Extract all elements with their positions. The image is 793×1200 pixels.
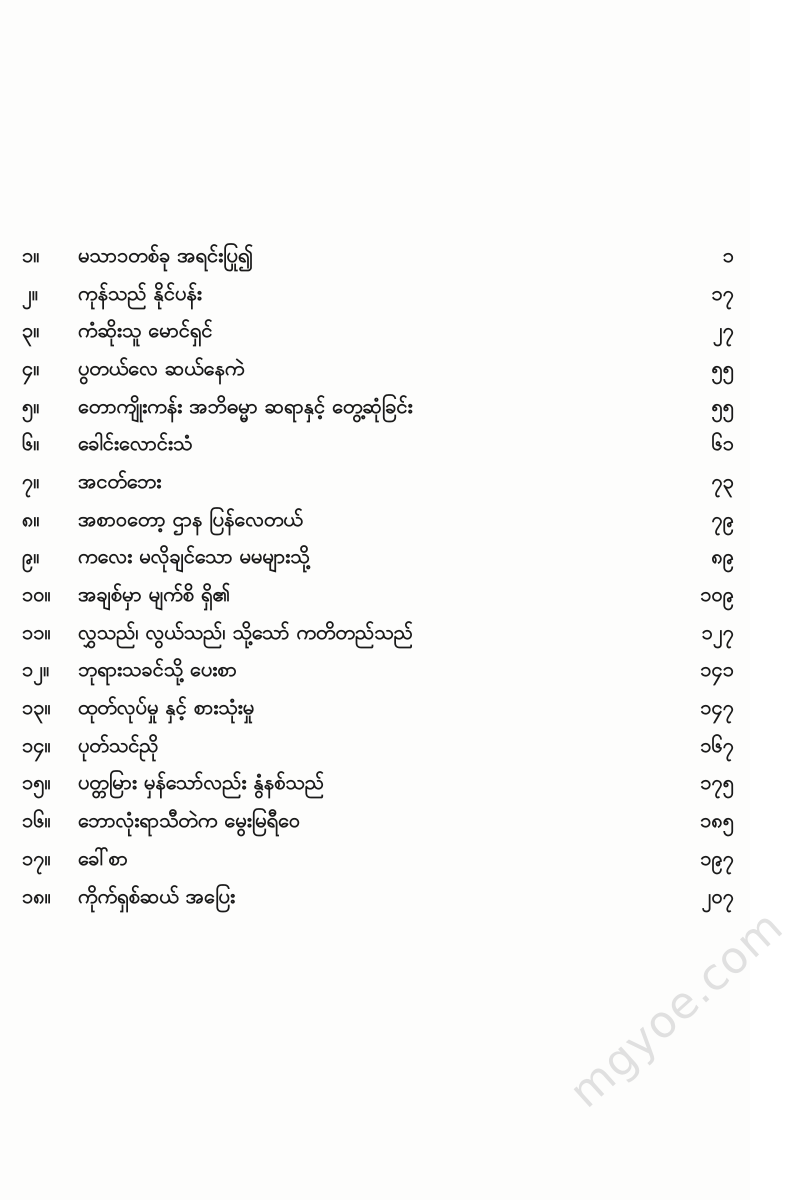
entry-page-number: ၁၄၇ (700, 695, 734, 720)
site-watermark: mgyoe.com (560, 900, 793, 1118)
entry-number: ၁၄။ (22, 732, 51, 757)
toc-entry (18, 238, 738, 276)
toc-entry (18, 803, 738, 841)
entry-number: ၁၆။ (22, 808, 51, 833)
entry-page-number: ၅၅ (711, 393, 734, 418)
entry-number: ၃။ (22, 318, 40, 343)
entry-number: ၈။ (22, 506, 40, 531)
toc-entry (18, 577, 738, 615)
entry-title: ပတ္တမြား မှန်သော်လည်း နွံနစ်သည် (78, 770, 325, 795)
entry-title: ခေါ်စာ (78, 845, 128, 870)
toc-entry (18, 728, 738, 766)
entry-title: အချစ်မှာ မျက်စိ ရှိ၏ (78, 582, 231, 607)
entry-number: ၇။ (22, 468, 40, 493)
entry-title: ကုန်သည် နိုင်ပန်း (78, 280, 202, 305)
toc-entry (18, 389, 738, 427)
toc-entry (18, 351, 738, 389)
entry-page-number: ၁၂၇ (701, 619, 734, 644)
entry-title: လွှသည်၊ လွယ်သည်၊ သို့သော် ကတိတည်သည် (78, 619, 413, 644)
entry-page-number: ၁ (722, 242, 734, 267)
entry-number: ၆။ (22, 431, 40, 456)
entry-page-number: ၁၄၁ (700, 657, 734, 682)
toc-entry (18, 879, 738, 917)
entry-number: ၂။ (22, 280, 38, 305)
toc-entry (18, 653, 738, 691)
toc-entry (18, 615, 738, 653)
toc-entry (18, 464, 738, 502)
entry-title: ဘုရားသခင်သို့ ပေးစာ (78, 657, 237, 682)
entry-page-number: ၂၀၇ (701, 883, 734, 908)
entry-page-number: ၁၉၇ (700, 845, 734, 870)
entry-title: ထုတ်လုပ်မှု နှင့် စားသုံးမှု (78, 695, 255, 720)
entry-title: တောကျိုးကန်း အဘိဓမ္မာ ဆရာနှင့် တွေ့ဆုံခြင်း (78, 393, 413, 418)
toc-entry (18, 502, 738, 540)
entry-title: ကိုက်ရှစ်ဆယ် အပြေး (78, 883, 236, 908)
entry-number: ၁၀။ (22, 582, 51, 607)
entry-title: ပွတယ်လေ ဆယ်နေကဲ (78, 355, 245, 380)
entry-page-number: ၇၉ (711, 506, 734, 531)
entry-page-number: ၁၈၅ (700, 808, 734, 833)
entry-number: ၄။ (22, 355, 40, 380)
toc-entry (18, 313, 738, 351)
entry-page-number: ၁၆၇ (700, 732, 734, 757)
entry-number: ၉။ (22, 544, 40, 569)
entry-title: အစာ၀တော့ ဌာန ပြန်လေတယ် (78, 506, 303, 531)
entry-page-number: ၇၃ (711, 468, 734, 493)
entry-number: ၁၅။ (22, 770, 51, 795)
entry-number: ၅။ (22, 393, 40, 418)
toc-entry (18, 276, 738, 314)
entry-title: ပုတ်သင်ညို (78, 732, 159, 757)
entry-number: ၁၂။ (22, 657, 50, 682)
entry-page-number: ၁၇၅ (700, 770, 734, 795)
entry-page-number: ၆၁ (711, 431, 734, 456)
entry-number: ၁၃။ (22, 695, 51, 720)
entry-title: ခေါင်းလောင်းသံ (78, 431, 193, 456)
entry-page-number: ၈၉ (711, 544, 734, 569)
entry-number: ၁။ (22, 242, 40, 267)
toc-entry (18, 766, 738, 804)
entry-title: အငတ်ဘေး (78, 468, 162, 493)
entry-page-number: ၅၅ (711, 355, 734, 380)
entry-title: ကလေး မလိုချင်သော မမများသို့ (78, 544, 310, 569)
toc-entry (18, 690, 738, 728)
entry-number: ၁၈။ (22, 883, 51, 908)
entry-page-number: ၁၇ (711, 280, 734, 305)
toc-entry (18, 540, 738, 578)
table-of-contents (18, 238, 738, 916)
entry-number: ၁၇။ (22, 845, 51, 870)
entry-title: ကံဆိုးသူ မောင်ရှင် (78, 318, 213, 343)
toc-entry (18, 426, 738, 464)
toc-entry (18, 841, 738, 879)
entry-title: ဘောလုံးရာသီတဲက မွေးမြရီဝေ (78, 808, 301, 833)
entry-number: ၁၁။ (22, 619, 51, 644)
entry-title: မသာ၁တစ်ခု အရင်းပြု၍ (78, 242, 253, 267)
entry-page-number: ၂၇ (712, 318, 734, 343)
entry-page-number: ၁၀၉ (700, 582, 734, 607)
